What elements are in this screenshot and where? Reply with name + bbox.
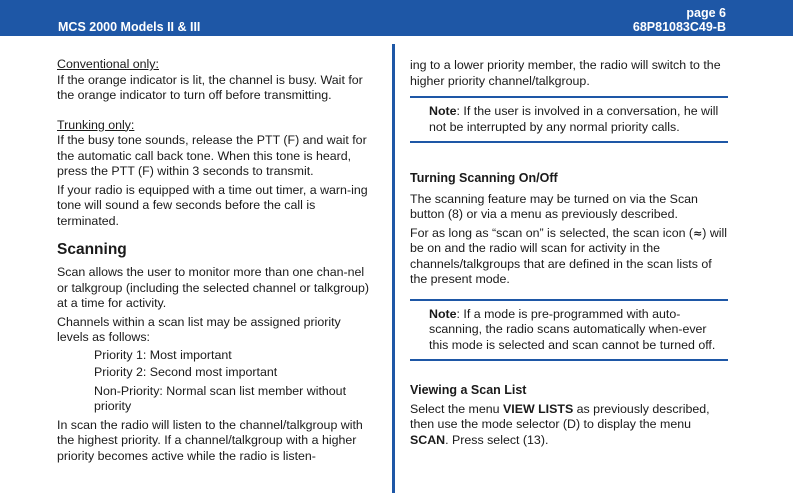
- column-divider: [392, 44, 395, 493]
- note-box-2: [410, 299, 728, 362]
- timeout-text: If your radio is equipped with a time out timer, a warn-ing tone will sound a few seconds before the call is terminated.: [57, 182, 368, 228]
- toggle-text-1: The scanning feature may be turned on via the Scan button (8) or via a menu as previously described.: [410, 191, 698, 221]
- view-heading: Viewing a Scan List: [410, 383, 527, 397]
- listen-text: In scan the radio will listen to the channel/talkgroup with the highest priority. If a channel/talkgroup with a higher priority becomes active while the radio is listen-: [57, 417, 363, 463]
- page-number: page 6: [686, 6, 726, 20]
- note-label: Note: [429, 306, 457, 321]
- priority-item-3: Non-Priority: Normal scan list member without priority: [94, 383, 347, 413]
- menu-view-lists: VIEW LISTS: [502, 401, 574, 416]
- toggle-heading: Turning Scanning On/Off: [410, 171, 558, 185]
- note-label: Note: [429, 104, 457, 118]
- right-column: [410, 58, 728, 448]
- view-text: Select the menu VIEW LISTS as previously described, then use the mode selector (D) to display the menu SCAN. Press select (13).: [410, 401, 710, 447]
- trunking-heading: Trunking only:: [57, 117, 135, 132]
- scanning-text: Scan allows the user to monitor more than one chan-nel or talkgroup (including the selected channel or talkgroup) at a time for activity.: [57, 265, 370, 310]
- page-header: [0, 0, 793, 36]
- conventional-heading: Conventional only:: [57, 57, 159, 71]
- scan-icon: ≈: [693, 226, 703, 240]
- note-text: : If a mode is pre-programmed with auto-scanning, the radio scans automatically when-ever this mode is selected and scan cannot be turned off.: [429, 306, 716, 352]
- continued-text: ing to a lower priority member, the radio will switch to the higher priority channel/talkgroup.: [410, 58, 721, 88]
- manual-title: MCS 2000 Models II & III: [58, 20, 201, 34]
- document-number: 68P81083C49-B: [632, 20, 726, 34]
- trunking-text: If the busy tone sounds, release the PTT (F) and wait for the automatic call back tone. When this tone is heard, press the PTT (F) within 3 seconds to transmit.: [57, 133, 367, 178]
- scanning-heading: Scanning: [57, 241, 127, 258]
- conventional-text: If the orange indicator is lit, the channel is busy. Wait for the orange indicator to turn off before transmitting.: [57, 72, 363, 102]
- priority-intro: Channels within a scan list may be assigned priority levels as follows:: [57, 314, 341, 344]
- priority-item-1: Priority 1: Most important: [94, 347, 232, 362]
- toggle-text-2: For as long as “scan on” is selected, the scan icon (≈) will be on and the radio will scan for activity in the channels/talkgroups that are defined in the scan lists of the present mode.: [410, 225, 728, 286]
- menu-scan: SCAN: [410, 432, 446, 447]
- note-box-1: [410, 96, 728, 143]
- priority-item-2: Priority 2: Second most important: [94, 365, 278, 379]
- note-text: : If the user is involved in a conversation, he will not be interrupted by any normal priority calls.: [429, 104, 719, 134]
- left-column: [57, 57, 375, 464]
